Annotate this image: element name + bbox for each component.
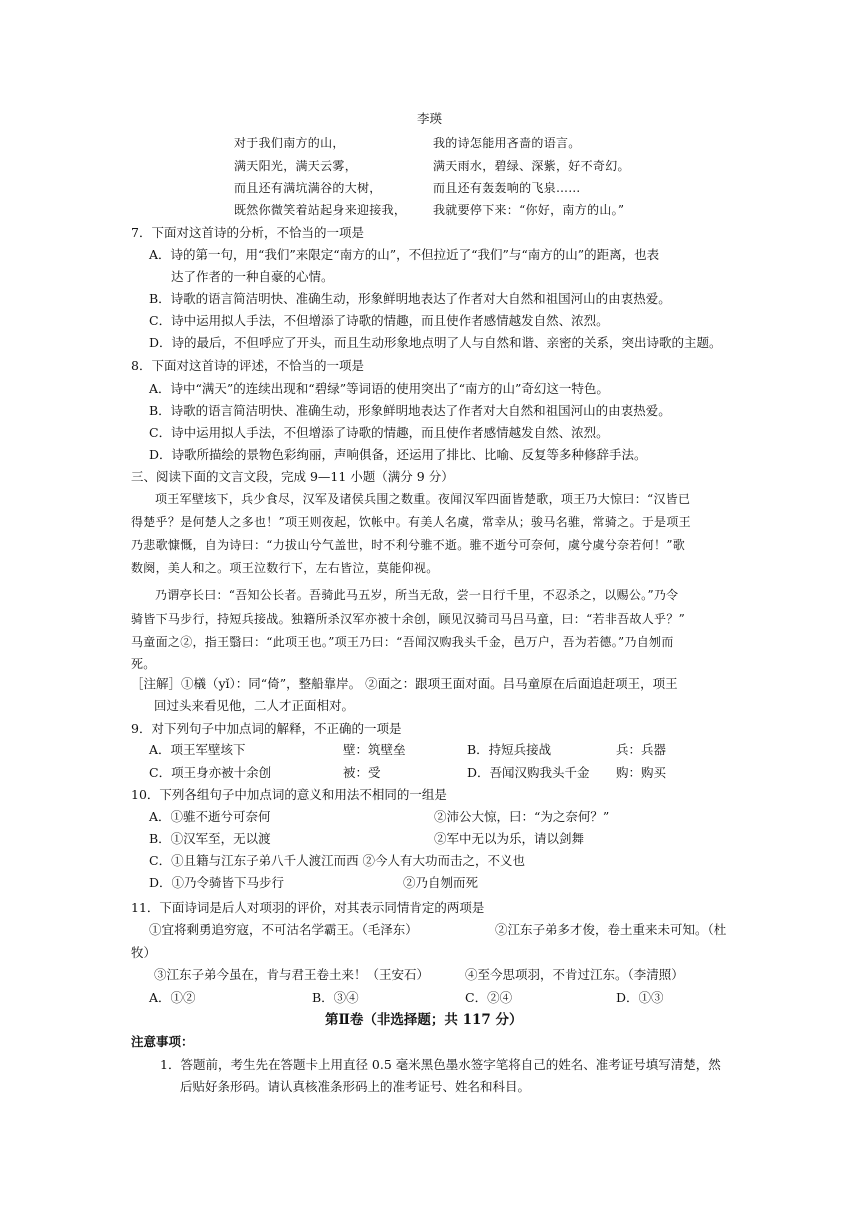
q8-option-d: D．诗歌所描绘的景物色彩绚丽，声响俱备，还运用了排比、比喻、反复等多种修辞手法。 [149, 447, 647, 462]
q8-option-c: C．诗中运用拟人手法，不但增添了诗歌的情趣，而且使作者感情越发自然、浓烈。 [149, 425, 609, 440]
q10-option-d-2: ②乃自刎而死 [403, 875, 479, 890]
poem-line-2-right: 满天雨水，碧绿、深紫，好不奇幻。 [433, 159, 630, 173]
passage-p1-line4: 数阕，美人和之。项王泣数行下，左右皆泣，莫能仰视。 [131, 561, 439, 575]
annotation-line2: 回过头来看见他，二人才正面相对。 [154, 698, 355, 713]
part2-title: 第Ⅱ卷（非选择题；共 117 分） [325, 1012, 523, 1028]
annotation-line1: ［注解］①檥（yǐ）：同“倚”，整船靠岸。 ②面之：跟项王面对面。吕马童原在后面追赶项王，项王 [131, 676, 678, 691]
q9-option-b: B．持短兵接战 [467, 742, 552, 757]
q9-option-d: D．吾闻汉购我头千金 [467, 765, 590, 780]
q8-stem: 8．下面对这首诗的评述，不恰当的一项是 [131, 358, 364, 373]
notice-item-1: 1．答题前，考生先在答题卡上用直径 0.5 毫米黑色墨水签字笔将自己的姓名、准考证号填写清楚，然 [160, 1057, 721, 1072]
q9-option-b-explanation: 兵：兵器 [616, 742, 667, 757]
q9-stem: 9．对下列句子中加点词的解释，不正确的一项是 [131, 721, 402, 736]
q11-verse-2: ②江东子弟多才俊，卷土重来未可知。（杜 [495, 922, 727, 937]
q11-verse-2-cont: 牧） [131, 945, 157, 960]
q7-option-a-cont: 达了作者的一种自豪的心情。 [171, 269, 334, 284]
poem-line-3-left: 而且还有满坑满谷的大树， [234, 181, 382, 195]
q7-option-c: C．诗中运用拟人手法，不但增添了诗歌的情趣，而且使作者感情越发自然、浓烈。 [149, 313, 609, 328]
q7-option-b: B．诗歌的语言简洁明快、准确生动，形象鲜明地表达了作者对大自然和祖国河山的由衷热爱。 [149, 291, 671, 306]
poem-line-2-left: 满天阳光，满天云雾， [234, 159, 358, 173]
q8-option-a: A．诗中“满天”的连续出现和“碧绿”等词语的使用突出了“南方的山”奇幻这一特色。 [149, 381, 609, 396]
q10-option-a-1: A．①骓不逝兮可奈何 [149, 809, 271, 824]
q9-option-c: C．项王身亦被十余创 [149, 765, 272, 780]
q7-option-a: A．诗的第一句，用“我们”来限定“南方的山”，不但拉近了“我们”与“南方的山”的距离，也表 [149, 247, 660, 262]
passage-p2-line4: 死。 [131, 657, 156, 671]
poem-line-3-right: 而且还有轰轰响的飞泉…… [433, 181, 581, 195]
q7-stem: 7．下面对这首诗的分析，不恰当的一项是 [131, 225, 364, 240]
q11-option-a: A．①② [149, 990, 196, 1005]
q11-option-c: C．②④ [465, 990, 513, 1005]
passage-p2-line2: 骑皆下马步行，持短兵接战。独籍所杀汉军亦被十余创，顾见汉骑司马吕马童，曰：“若非吾故人乎？” [131, 612, 686, 626]
notice-item-1-cont: 后贴好条形码。请认真核准条形码上的准考证号、姓名和科目。 [180, 1079, 531, 1094]
q10-stem: 10．下列各组句子中加点词的意义和用法不相同的一组是 [131, 787, 447, 802]
q10-option-c: C．①且籍与江东子弟八千人渡江而西 ②今人有大功而击之，不义也 [149, 853, 526, 868]
q9-option-a: A．项王军壁垓下 [149, 742, 246, 757]
q8-option-b: B．诗歌的语言简洁明快、准确生动，形象鲜明地表达了作者对大自然和祖国河山的由衷热爱。 [149, 403, 671, 418]
poem-line-4-right: 我就要停下来：“你好，南方的山。” [433, 203, 625, 217]
q11-verse-4: ④至今思项羽，不肯过江东。（李清照） [465, 967, 684, 982]
poem-line-1-left: 对于我们南方的山， [234, 136, 345, 150]
q9-option-d-explanation: 购：购买 [616, 765, 667, 780]
q9-option-c-explanation: 被：受 [343, 765, 381, 780]
q10-option-b-2: ②军中无以为乐，请以剑舞 [434, 831, 585, 846]
q11-option-b: B．③④ [312, 990, 359, 1005]
q9-option-a-explanation: 壁：筑壁垒 [343, 742, 406, 757]
passage-p2-line3: 马童面之②，指王翳曰：“此项王也。”项王乃曰：“吾闻汉购我头千金，邑万户，吾为若德。”乃自刎而 [131, 635, 674, 649]
q11-stem: 11．下面诗词是后人对项羽的评价，对其表示同情肯定的两项是 [131, 900, 485, 915]
section3-heading: 三、阅读下面的文言文段，完成 9—11 小题（满分 9 分） [131, 469, 454, 484]
q11-verse-1: ①宜将剩勇追穷寇，不可沽名学霸王。（毛泽东） [149, 922, 418, 937]
q10-option-a-2: ②沛公大惊，曰：“为之奈何？” [434, 809, 610, 824]
passage-p1-line1: 项王军壁垓下，兵少食尽，汉军及诸侯兵围之数重。夜闻汉军四面皆楚歌，项王乃大惊曰：“汉皆已 [155, 492, 691, 506]
poem-author: 李瑛 [417, 111, 443, 126]
q7-option-d: D．诗的最后，不但呼应了开头，而且生动形象地点明了人与自然和谐、亲密的关系，突出诗歌的主题。 [149, 335, 722, 350]
passage-p1-line2: 得楚乎？是何楚人之多也！”项王则夜起，饮帐中。有美人名虞，常幸从；骏马名骓，常骑之。于是项王 [131, 515, 691, 529]
passage-p2-line1: 乃谓亭长曰：“吾知公长者。吾骑此马五岁，所当无敌，尝一日行千里，不忍杀之，以赐公。”乃令 [155, 588, 679, 602]
q11-verse-3: ③江东子弟今虽在，肯与君王卷土来！（王安石） [154, 967, 430, 982]
q10-option-b-1: B．①汉军至，无以渡 [149, 831, 271, 846]
passage-p1-line3: 乃悲歌慷慨，自为诗曰：“力拔山兮气盖世，时不利兮骓不逝。骓不逝兮可奈何，虞兮虞兮奈若何！”歌 [131, 538, 686, 552]
notice-heading: 注意事项： [131, 1034, 194, 1049]
poem-line-1-right: 我的诗怎能用吝啬的语言。 [433, 136, 581, 150]
poem-line-4-left: 既然你微笑着站起身来迎接我， [234, 203, 407, 217]
q10-option-d-1: D．①乃令骑皆下马步行 [149, 875, 285, 890]
q11-option-d: D．①③ [616, 990, 664, 1005]
